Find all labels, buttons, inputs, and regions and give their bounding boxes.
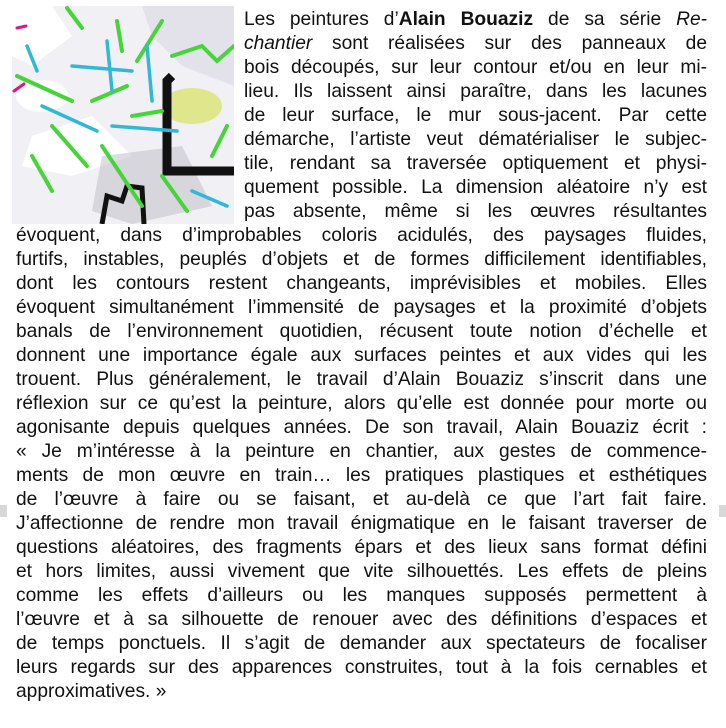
text-line-03: bois découpés, sur leur contour et/ou en leur mi- (244, 57, 707, 78)
page-edge-mark-right (719, 505, 726, 517)
text-line-09: pas absente, même si les œuvres résultantes (244, 201, 707, 222)
text-line-18: agonisante depuis quelques années. De son travail, Alain Bouaziz écrit : (16, 417, 707, 438)
text-line-12: dont les contours restent changeants, imprévisibles et mobiles. Elles (16, 273, 707, 294)
text-line-06: démarche, l’artiste veut dématérialiser le subjec- (244, 129, 707, 150)
series-title-end: chantier (244, 33, 313, 54)
text-line-16: trouent. Plus généralement, le travail d’Alain Bouaziz s’inscrit dans une (16, 369, 707, 390)
text-line-27: de temps ponctuels. Il s’agit de demander aux spectateurs de focaliser (16, 633, 707, 654)
text-line-28: leurs regards sur des apparences construites, tout à la fois cernables et (16, 657, 707, 678)
text-line-17: réflexion sur ce qu’est la peinture, alors qu’elle est donnée pour morte ou (16, 393, 707, 414)
text-line-19: « Je m’intéresse à la peinture en chantier, aux gestes de commence- (16, 441, 707, 462)
text-line-20: ments de mon œuvre en train… les pratiques plastiques et esthétiques (16, 465, 707, 486)
text-line-13: évoquent simultanément l’immensité de paysages et la proximité d’objets (16, 297, 707, 318)
artist-name: Alain Bouaziz (398, 9, 534, 30)
text-line-14: banals de l’environnement quotidien, récusent toute notion d’échelle et (16, 321, 707, 342)
text-line-01-a: Les peintures d’ (244, 9, 399, 30)
text-line-11: furtifs, instables, peuplés d’objets et de formes difficilement identifiables, (16, 249, 707, 270)
text-line-02 (244, 32, 707, 56)
text-line-25: comme les effets d’ailleurs ou les manques supposés permettent à (16, 585, 707, 606)
text-line-04: lieu. Ils laissent ainsi paraître, dans les lacunes (244, 81, 707, 102)
text-line-29: approximatives. » (16, 681, 167, 702)
text-line-01 (244, 8, 707, 32)
text-line-22: J’affectionne de rendre mon travail énigmatique en le faisant traverser de (16, 513, 707, 534)
text-line-10: évoquent, dans d’improbables coloris acidulés, des paysages fluides, (16, 225, 707, 246)
text-line-02-b: sont réalisées sur des panneaux de (312, 33, 707, 54)
text-line-07: tile, rendant sa traversée optiquement et physi- (244, 153, 707, 174)
text-line-01-c: de sa série (533, 9, 677, 30)
text-line-05: de leur surface, le mur sous-jacent. Par cette (244, 105, 707, 126)
text-line-08: quement possible. La dimension aléatoire n’y est (244, 177, 707, 198)
text-line-26: l’œuvre et à sa silhouette de renouer avec des définitions d’espaces et (16, 609, 707, 630)
text-line-23: questions aléatoires, des fragments épars et des lieux sans format défini (16, 537, 707, 558)
text-line-15: donnent une importance égale aux surfaces peintes et aux vides qui les (16, 345, 707, 366)
text-line-24: et hors limites, aussi vivement que vite silhouettés. Les effets de pleins (16, 561, 707, 582)
page-edge-mark-left (0, 505, 7, 517)
series-title-part: Re- (676, 9, 708, 30)
painting-illustration (12, 6, 234, 224)
text-line-21: de l’œuvre à faire ou se faisant, et au-delà ce que l’art fait faire. (16, 489, 707, 510)
painting-canvas (12, 6, 234, 224)
